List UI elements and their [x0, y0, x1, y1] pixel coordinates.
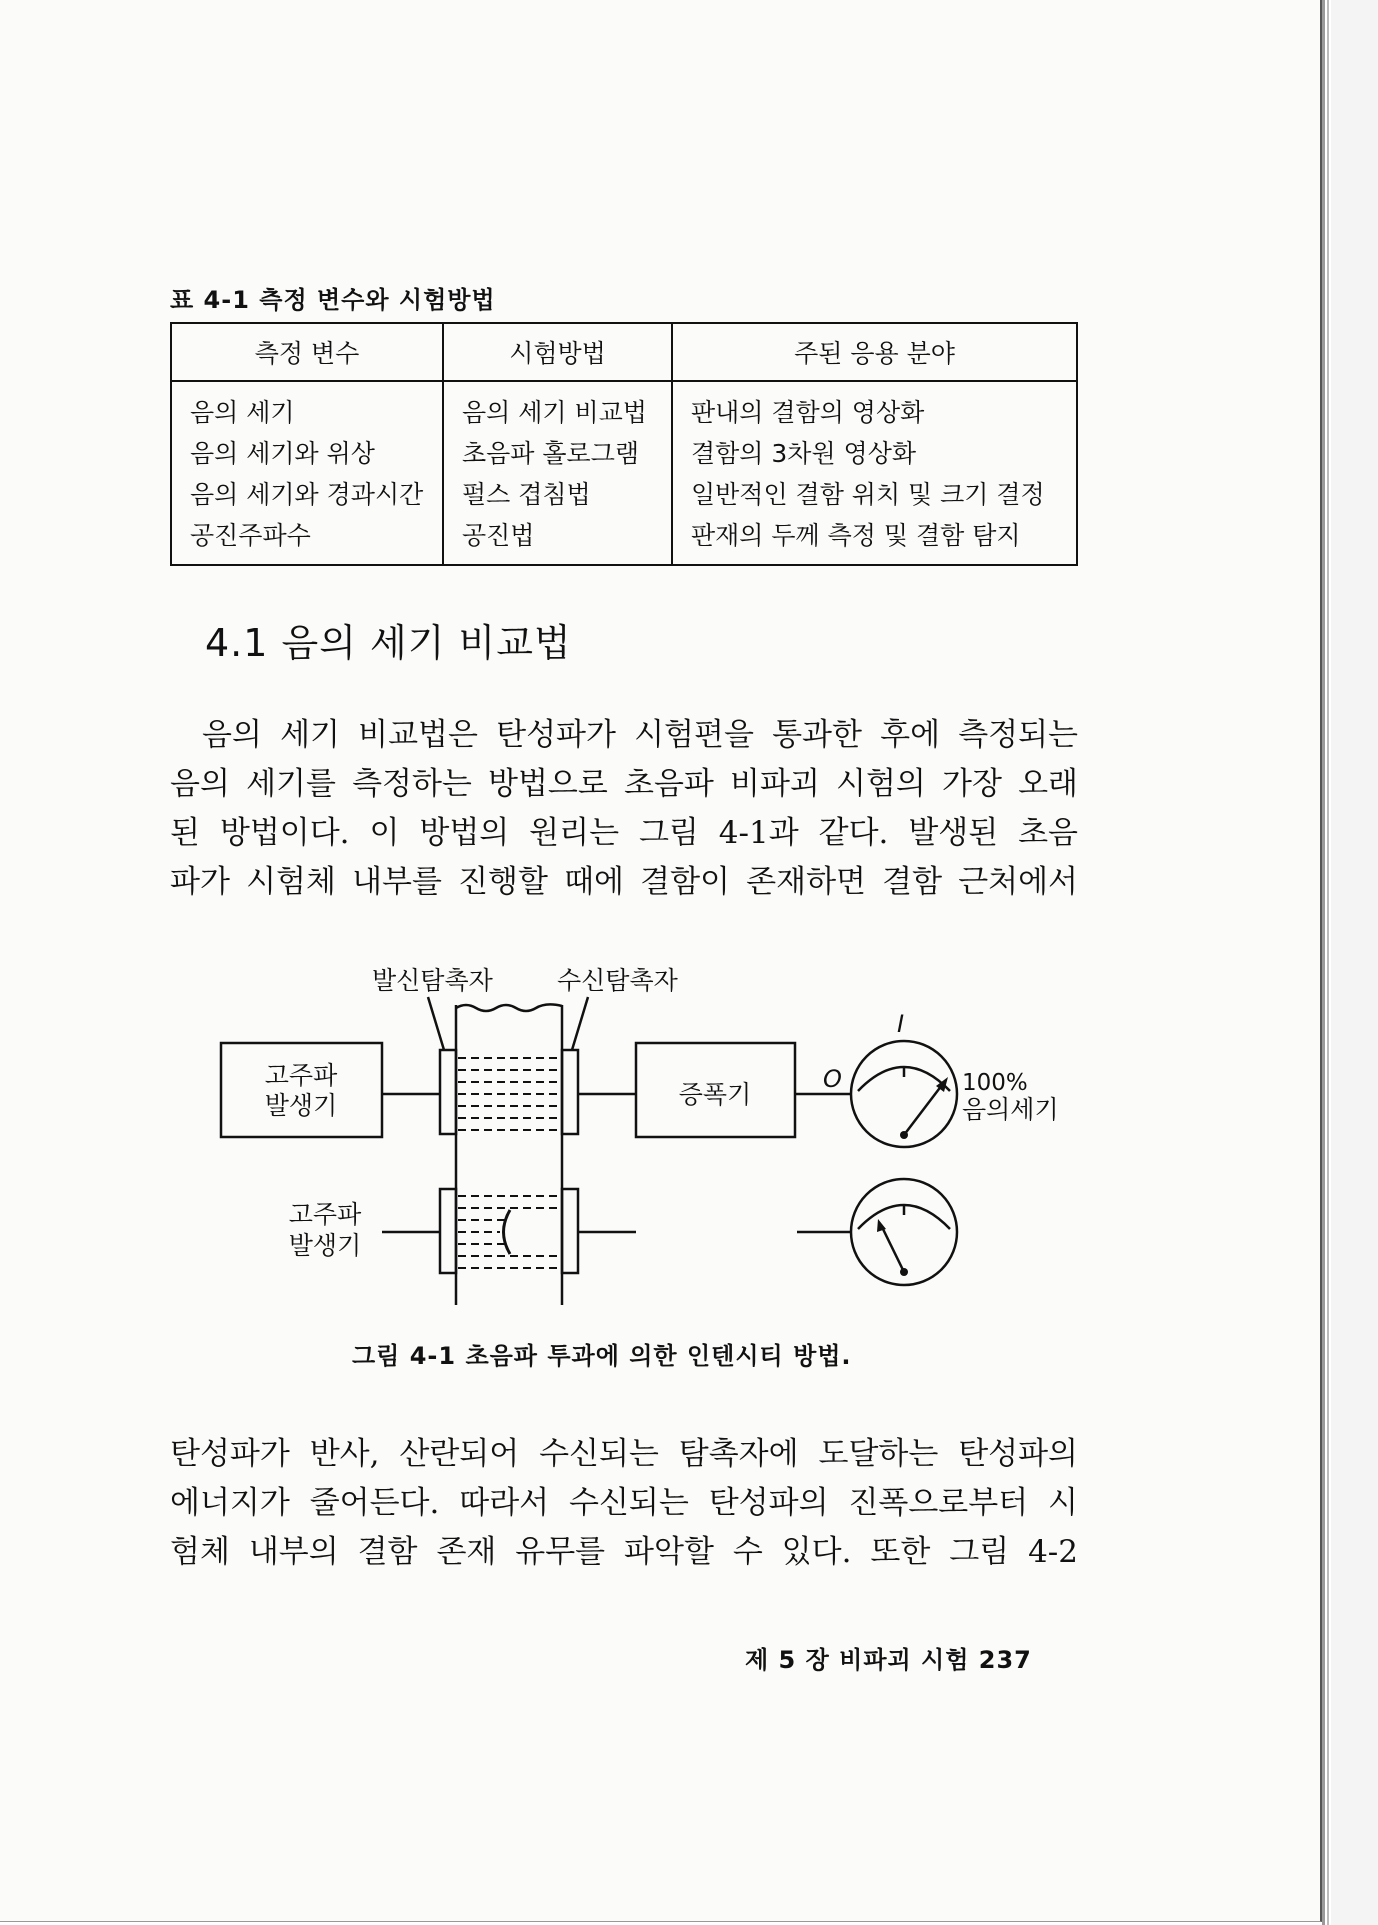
receive-probe	[562, 1050, 578, 1134]
table-column-methods	[443, 381, 672, 565]
section-title: 4.1 음의 세기 비교법	[205, 621, 572, 665]
meter-intensity-label: 음의세기	[962, 1095, 1059, 1124]
page-edge	[1322, 0, 1325, 1925]
table-column-applications	[672, 381, 1077, 565]
paragraph-line: 음의 세기 비교법은 탄성파가 시험편을 통과한 후에 측정되는	[202, 717, 1078, 753]
leader-line	[572, 997, 588, 1050]
table-cell: 일반적인 결함 위치 및 크기 결정	[691, 480, 1045, 509]
table-cell: 음의 세기와 위상	[190, 439, 375, 468]
generator-top-line2: 발생기	[264, 1091, 338, 1120]
meter-label-o: O	[823, 1065, 842, 1093]
table-caption: 표 4-1 측정 변수와 시험방법	[170, 286, 496, 314]
meter-needle-reduced	[882, 1227, 904, 1272]
table-row	[171, 381, 1077, 565]
label-receive-probe: 수신탐촉자	[557, 966, 678, 995]
meter-label-i: I	[897, 1010, 905, 1038]
paragraph-line: 에너지가 줄어든다. 따라서 수신되는 탄성파의 진폭으로부터 시	[170, 1485, 1078, 1521]
table-cell: 공진주파수	[190, 521, 311, 550]
flaw-defect	[504, 1210, 511, 1254]
table-cell: 결함의 3차원 영상화	[691, 439, 916, 468]
generator-box-top	[221, 1043, 382, 1137]
paragraph-line: 된 방법이다. 이 방법의 원리는 그림 4-1과 같다. 발생된 초음	[170, 815, 1078, 851]
label-transmit-probe: 발신탐촉자	[372, 966, 493, 995]
figure-4-1-diagram	[0, 940, 1320, 1330]
measurement-table	[170, 322, 1078, 566]
amplifier-label: 증폭기	[678, 1080, 752, 1109]
body-paragraph-2	[170, 1430, 1078, 1577]
table-column-variables	[171, 381, 443, 565]
wave-lines-bottom	[458, 1196, 560, 1268]
table-cell: 음의 세기와 경과시간	[190, 480, 424, 509]
page-edge	[1331, 0, 1378, 1925]
table-cell: 초음파 홀로그램	[462, 439, 639, 468]
needle-pivot	[900, 1268, 908, 1276]
generator-top-line1: 고주파	[264, 1061, 338, 1090]
table-cell: 펄스 겹침법	[462, 480, 591, 509]
table-cell: 공진법	[462, 521, 535, 550]
transmit-probe	[440, 1050, 456, 1134]
specimen-break-line	[456, 1004, 562, 1011]
body-paragraph-1	[170, 711, 1078, 907]
wave-lines-top	[458, 1058, 560, 1130]
paragraph-line: 파가 시험체 내부를 진행할 때에 결함이 존재하면 결함 근처에서	[170, 864, 1078, 900]
receive-probe-bottom	[562, 1189, 578, 1273]
table-header-cell: 시험방법	[443, 323, 672, 381]
page-edge	[1327, 0, 1329, 1925]
needle-pivot	[900, 1131, 908, 1139]
leader-line	[428, 997, 444, 1050]
table-cell: 음의 세기 비교법	[462, 398, 647, 427]
paragraph-line: 험체 내부의 결함 존재 유무를 파악할 수 있다. 또한 그림 4-2	[170, 1534, 1079, 1570]
table-cell: 음의 세기	[190, 398, 295, 427]
table-cell: 판내의 결함의 영상화	[691, 398, 925, 427]
figure-caption: 그림 4-1 초음파 투과에 의한 인텐시티 방법.	[352, 1342, 852, 1370]
page-footer: 제 5 장 비파괴 시험 237	[745, 1646, 1032, 1674]
generator-bottom-line2: 발생기	[288, 1231, 362, 1260]
table-header-cell: 주된 응용 분야	[672, 323, 1077, 381]
meter-percent-label: 100%	[962, 1070, 1028, 1096]
meter-needle-full	[904, 1085, 942, 1135]
table-cell: 판재의 두께 측정 및 결함 탐지	[691, 521, 1021, 550]
paragraph-line: 탄성파가 반사, 산란되어 수신되는 탐촉자에 도달하는 탄성파의	[170, 1436, 1078, 1472]
generator-bottom-line1: 고주파	[288, 1200, 362, 1229]
paragraph-line: 음의 세기를 측정하는 방법으로 초음파 비파괴 시험의 가장 오래	[170, 766, 1078, 802]
table-header-row	[171, 323, 1077, 381]
table-header-cell: 측정 변수	[171, 323, 443, 381]
transmit-probe-bottom	[440, 1189, 456, 1273]
